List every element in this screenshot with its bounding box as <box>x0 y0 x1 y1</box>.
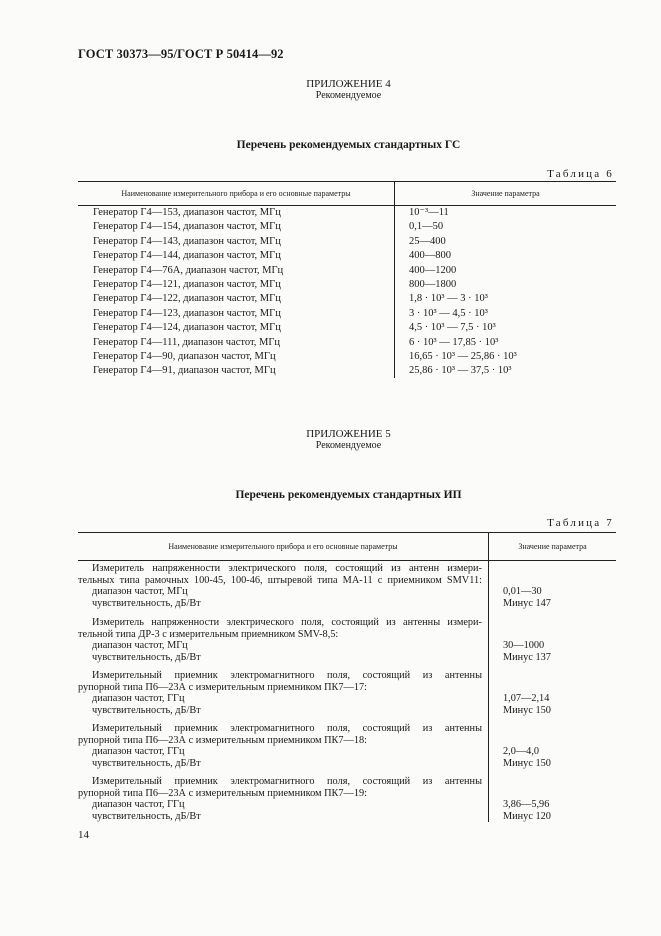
table-7-column-divider <box>488 532 489 822</box>
table-row: Генератор Г4—121, диапазон частот, МГц <box>93 278 281 290</box>
table-7-header-name: Наименование измерительного прибора и его основные параметры <box>168 542 398 551</box>
table-cell-value: 25,86 · 10³ — 37,5 · 10³ <box>409 365 512 377</box>
table-row: Измерительный приемник электромагнитного поля, состоящий из антенны рупорной типа П6—23А с измерительным приемником ПК7—18: диапазон частот, ГГц чувствительность, дБ/Вт <box>78 723 482 769</box>
appendix-5-subtitle: Рекомендуемое <box>315 440 382 451</box>
table-7-header-rule <box>78 560 616 561</box>
table-row: Генератор Г4—90, диапазон частот, МГц <box>93 350 276 362</box>
table-row: Генератор Г4—144, диапазон частот, МГц <box>93 250 281 262</box>
table-cell-value: Минус 150 <box>503 758 551 769</box>
table-cell-value: 25—400 <box>409 235 446 247</box>
table-row: Генератор Г4—122, диапазон частот, МГц <box>93 293 281 305</box>
table-6-header-name: Наименование измерительного прибора и его основные параметры <box>121 189 351 198</box>
table-cell-value: 400—1200 <box>409 264 457 276</box>
appendix-4-title: ПРИЛОЖЕНИЕ 4 <box>306 78 391 90</box>
table-row: Измеритель напряженности электрического поля, состоящий из антенн измери- тельных типа рамочных 100-45, 100-46, штыревой типа МА-11 с приемником SMV11: диапазон частот, МГц чувствительность, дБ/Вт <box>78 563 482 609</box>
table-6-label: Таблица 6 <box>547 168 614 180</box>
table-cell-value: 1,07—2,14 <box>503 693 550 704</box>
table-6-body-divider <box>394 205 395 378</box>
section-1-title: Перечень рекомендуемых стандартных ГС <box>236 139 461 151</box>
table-cell-value: 2,0—4,0 <box>503 746 540 757</box>
table-row: Генератор Г4—154, диапазон частот, МГц <box>93 221 281 233</box>
table-row: Измерительный приемник электромагнитного поля, состоящий из антенны рупорной типа П6—23А с измерительным приемником ПК7—17: диапазон частот, ГГц чувствительность, дБ/Вт <box>78 670 482 716</box>
table-cell-value: 3,86—5,96 <box>503 799 550 810</box>
table-cell-value: Минус 137 <box>503 652 551 663</box>
table-6-value-column <box>409 206 517 379</box>
table-cell-value: 30—1000 <box>503 640 545 651</box>
table-row: Генератор Г4—123, диапазон частот, МГц <box>93 307 281 319</box>
table-6-name-column <box>93 206 283 379</box>
table-row: Генератор Г4—124, диапазон частот, МГц <box>93 322 281 334</box>
appendix-5-title: ПРИЛОЖЕНИЕ 5 <box>306 428 391 440</box>
document-header: ГОСТ 30373—95/ГОСТ Р 50414—92 <box>78 47 284 61</box>
table-cell-value: 3 · 10³ — 4,5 · 10³ <box>409 307 488 319</box>
page-number: 14 <box>78 829 89 841</box>
appendix-5-heading <box>18 428 661 452</box>
appendix-4-heading <box>18 78 661 102</box>
table-cell-value: 1,8 · 10³ — 3 · 10³ <box>409 293 488 305</box>
table-cell-value: Минус 147 <box>503 598 551 609</box>
table-cell-value: 400—800 <box>409 250 451 262</box>
table-row: Генератор Г4—111, диапазон частот, МГц <box>93 336 281 348</box>
table-cell-value: Минус 120 <box>503 811 551 822</box>
table-cell-value: 6 · 10³ — 17,85 · 10³ <box>409 336 499 348</box>
table-row: Генератор Г4—143, диапазон частот, МГц <box>93 235 281 247</box>
table-row: Измеритель напряженности электрического поля, состоящий из антенны измери- тельной типа ДР-3 с измерительным приемником SMV-8,5: диапазон частот, МГц чувствительность, дБ/Вт <box>78 617 482 663</box>
table-row: Измерительный приемник электромагнитного поля, состоящий из антенны рупорной типа П6—23А с измерительным приемником ПК7—19: диапазон частот, ГГц чувствительность, дБ/Вт <box>78 776 482 822</box>
table-7-header-value: Значение параметра <box>518 542 587 551</box>
table-row: Генератор Г4—153, диапазон частот, МГц <box>93 207 281 218</box>
table-cell-value: 4,5 · 10³ — 7,5 · 10³ <box>409 322 496 334</box>
table-row: Генератор Г4—91, диапазон частот, МГц <box>93 365 276 377</box>
table-6-top-rule <box>78 181 616 182</box>
appendix-4-subtitle: Рекомендуемое <box>315 90 382 101</box>
table-cell-value: Минус 150 <box>503 705 551 716</box>
table-row: Генератор Г4—76А, диапазон частот, МГц <box>93 264 284 276</box>
table-6-header-value: Значение параметра <box>471 189 540 198</box>
table-7-label: Таблица 7 <box>547 517 614 529</box>
table-cell-value: 0,01—30 <box>503 586 542 597</box>
table-cell-value: 0,1—50 <box>409 221 444 233</box>
table-cell-value: 10⁻³—11 <box>409 207 449 218</box>
table-cell-value: 16,65 · 10³ — 25,86 · 10³ <box>409 350 517 362</box>
table-cell-value: 800—1800 <box>409 278 457 290</box>
table-7-top-rule <box>78 532 616 533</box>
section-2-title: Перечень рекомендуемых стандартных ИП <box>235 489 462 501</box>
